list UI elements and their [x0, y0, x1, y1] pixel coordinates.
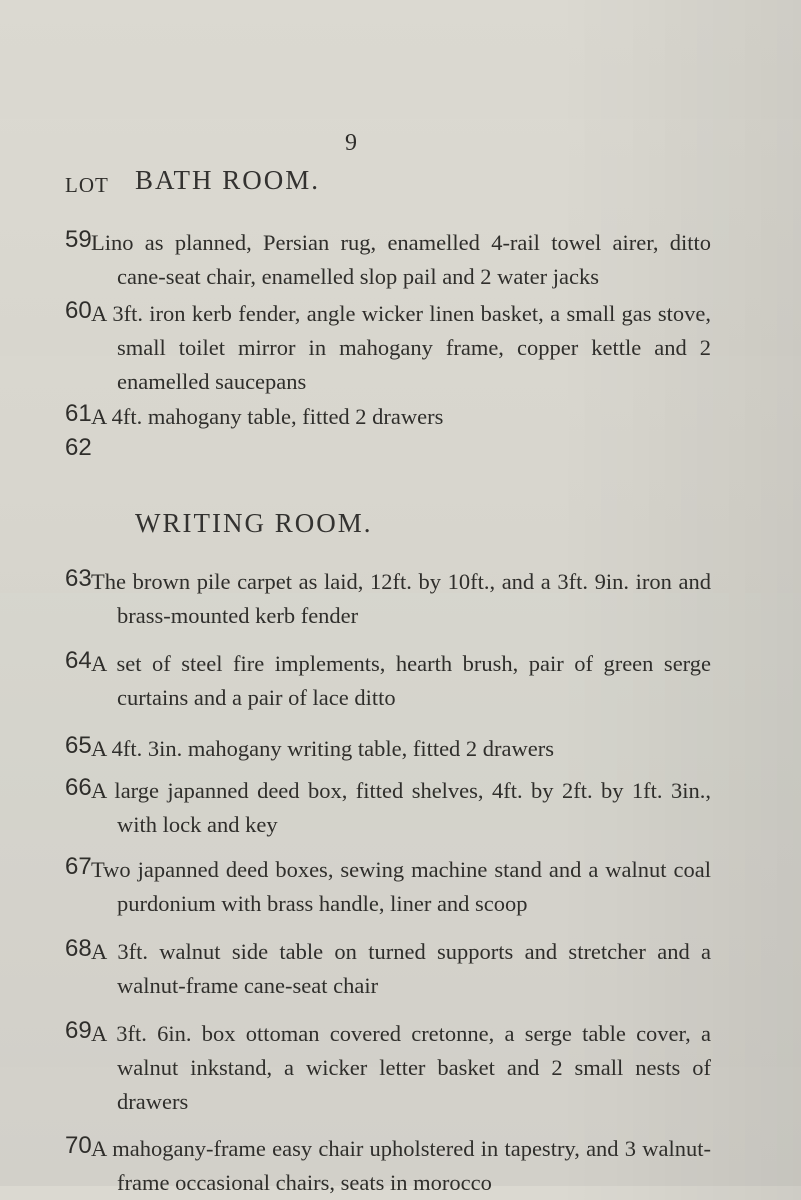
lot-number: 66	[65, 774, 92, 801]
lot-description: The brown pile carpet as laid, 12ft. by 10ft., and a 3ft. 9in. iron and brass-mounted kerb fender	[91, 569, 711, 628]
lot-description: A 4ft. mahogany table, fitted 2 drawers	[91, 404, 444, 429]
lot-number: 68	[65, 935, 92, 962]
lot-number: 63	[65, 565, 92, 592]
lot-number: 59	[65, 226, 92, 253]
lot-description: A 3ft. iron kerb fender, angle wicker linen basket, a small gas stove, small toilet mirror in mahogany frame, copper kettle and 2 enamelled saucepans	[91, 301, 711, 394]
lot-number: 67	[65, 853, 92, 880]
section-title-bath-room: BATH ROOM.	[135, 165, 321, 195]
lot-number: 60	[65, 297, 92, 324]
lot-description: Two japanned deed boxes, sewing machine stand and a walnut coal purdonium with brass handle, liner and scoop	[91, 857, 711, 916]
lot-description: A large japanned deed box, fitted shelves, 4ft. by 2ft. by 1ft. 3in., with lock and key	[91, 778, 711, 837]
page-number: 9	[345, 130, 358, 156]
lot-number: 64	[65, 647, 92, 674]
lot-description: A set of steel fire implements, hearth brush, pair of green serge curtains and a pair of lace ditto	[91, 651, 711, 710]
lot-number: 65	[65, 732, 92, 759]
lot-number: 61	[65, 400, 92, 427]
lot-description: A 3ft. 6in. box ottoman covered cretonne, a serge table cover, a walnut inkstand, a wicker letter basket and 2 small nests of drawers	[91, 1021, 711, 1114]
lot-column-header: LOT	[65, 173, 109, 197]
lot-description: A mahogany-frame easy chair upholstered in tapestry, and 3 walnut-frame occasional chairs, seats in morocco	[91, 1136, 711, 1195]
section-title-writing-room: WRITING ROOM.	[135, 508, 373, 538]
lot-number: 62	[65, 434, 92, 461]
lot-number: 69	[65, 1017, 92, 1044]
lot-description: A 4ft. 3in. mahogany writing table, fitted 2 drawers	[91, 736, 555, 761]
lot-description: A 3ft. walnut side table on turned supports and stretcher and a walnut-frame cane-seat chair	[91, 939, 711, 998]
lot-number: 70	[65, 1132, 92, 1159]
lot-description: Lino as planned, Persian rug, enamelled 4-rail towel airer, ditto cane-seat chair, enamelled slop pail and 2 water jacks	[91, 230, 711, 289]
